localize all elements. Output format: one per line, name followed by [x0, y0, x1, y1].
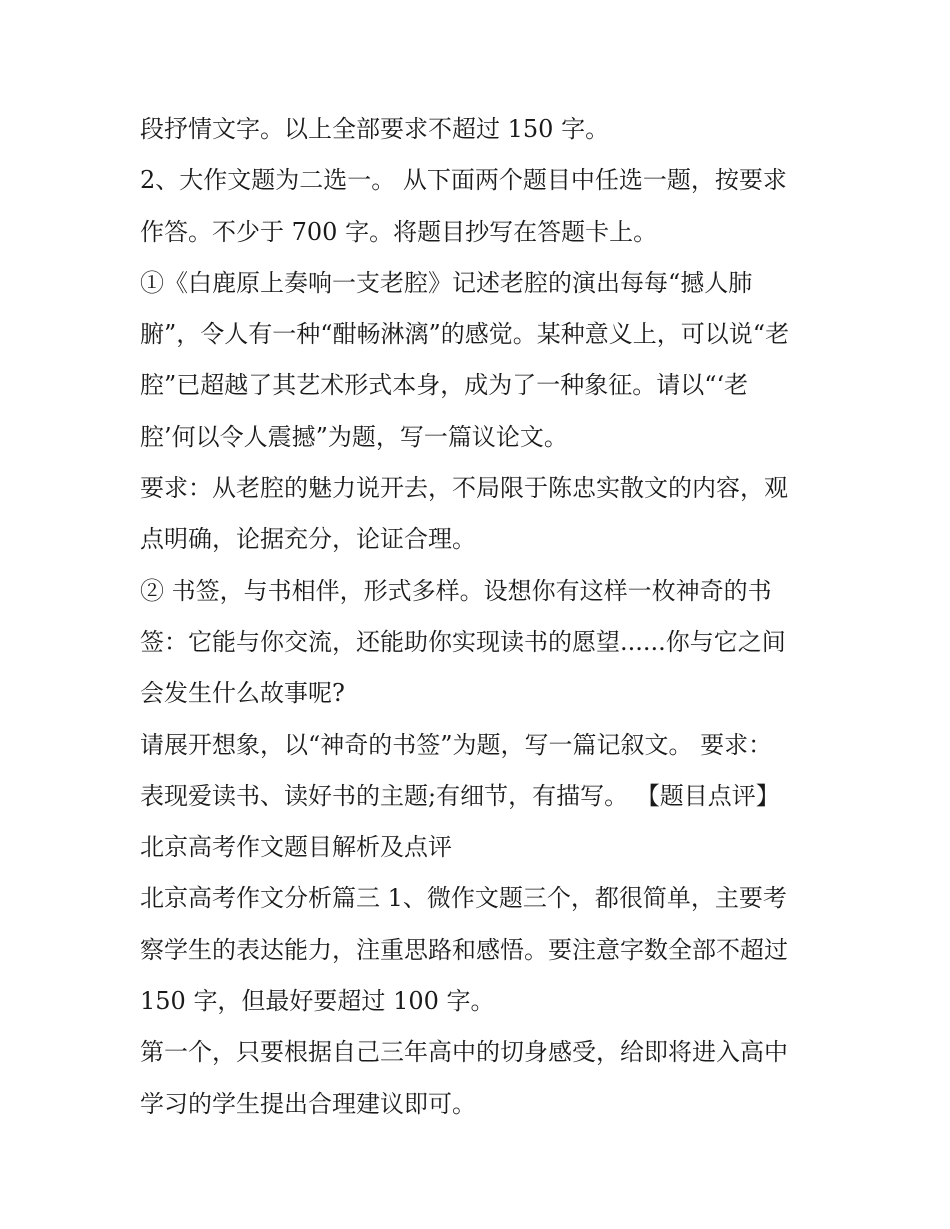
text-line: 学习的学生提出合理建议即可。	[140, 1089, 476, 1118]
text-line: 2、大作文题为二选一。 从下面两个题目中任选一题，按要求	[140, 166, 787, 195]
text-line: 表现爱读书、读好书的主题;有细节，有描写。 【题目点评】	[140, 781, 780, 810]
text-line: 段抒情文字。以上全部要求不超过 150 字。	[140, 115, 610, 143]
text-line: 150 字，但最好要超过 100 字。	[140, 987, 495, 1016]
text-line: 北京高考作文分析篇三 1、微作文题三个，都很简单，主要考	[140, 884, 787, 913]
text-line: 请展开想象，以“神奇的书签”为题，写一篇记叙文。 要求：	[140, 730, 773, 759]
text-line: 腑”，令人有一种“酣畅淋漓”的感觉。某种意义上，可以说“老	[140, 320, 790, 349]
text-line: 腔”已超越了其艺术形式本身，成为了一种象征。请以“‘老	[140, 371, 749, 400]
text-line: 点明确，论据充分，论证合理。	[140, 525, 476, 554]
text-line: 要求：从老腔的魅力说开去，不局限于陈忠实散文的内容，观	[140, 474, 788, 503]
document-body	[140, 104, 820, 1130]
text-line: 作答。不少于 700 字。将题目抄写在答题卡上。	[140, 217, 658, 246]
text-line: 签：它能与你交流，还能助你实现读书的愿望......你与它之间	[140, 627, 786, 656]
text-line: ①《白鹿原上奏响一支老腔》记述老腔的演出每每“撼人肺	[140, 268, 753, 297]
text-line: 腔’何以令人震撼”为题，写一篇议论文。	[140, 422, 568, 451]
text-line: 会发生什么故事呢?	[140, 679, 345, 708]
text-line: 第一个，只要根据自己三年高中的切身感受，给即将进入高中	[140, 1038, 788, 1067]
text-line: ② 书签，与书相伴，形式多样。设想你有这样一枚神奇的书	[140, 576, 772, 605]
text-line: 察学生的表达能力，注重思路和感悟。要注意字数全部不超过	[140, 935, 788, 964]
text-line: 北京高考作文题目解析及点评	[140, 833, 452, 862]
